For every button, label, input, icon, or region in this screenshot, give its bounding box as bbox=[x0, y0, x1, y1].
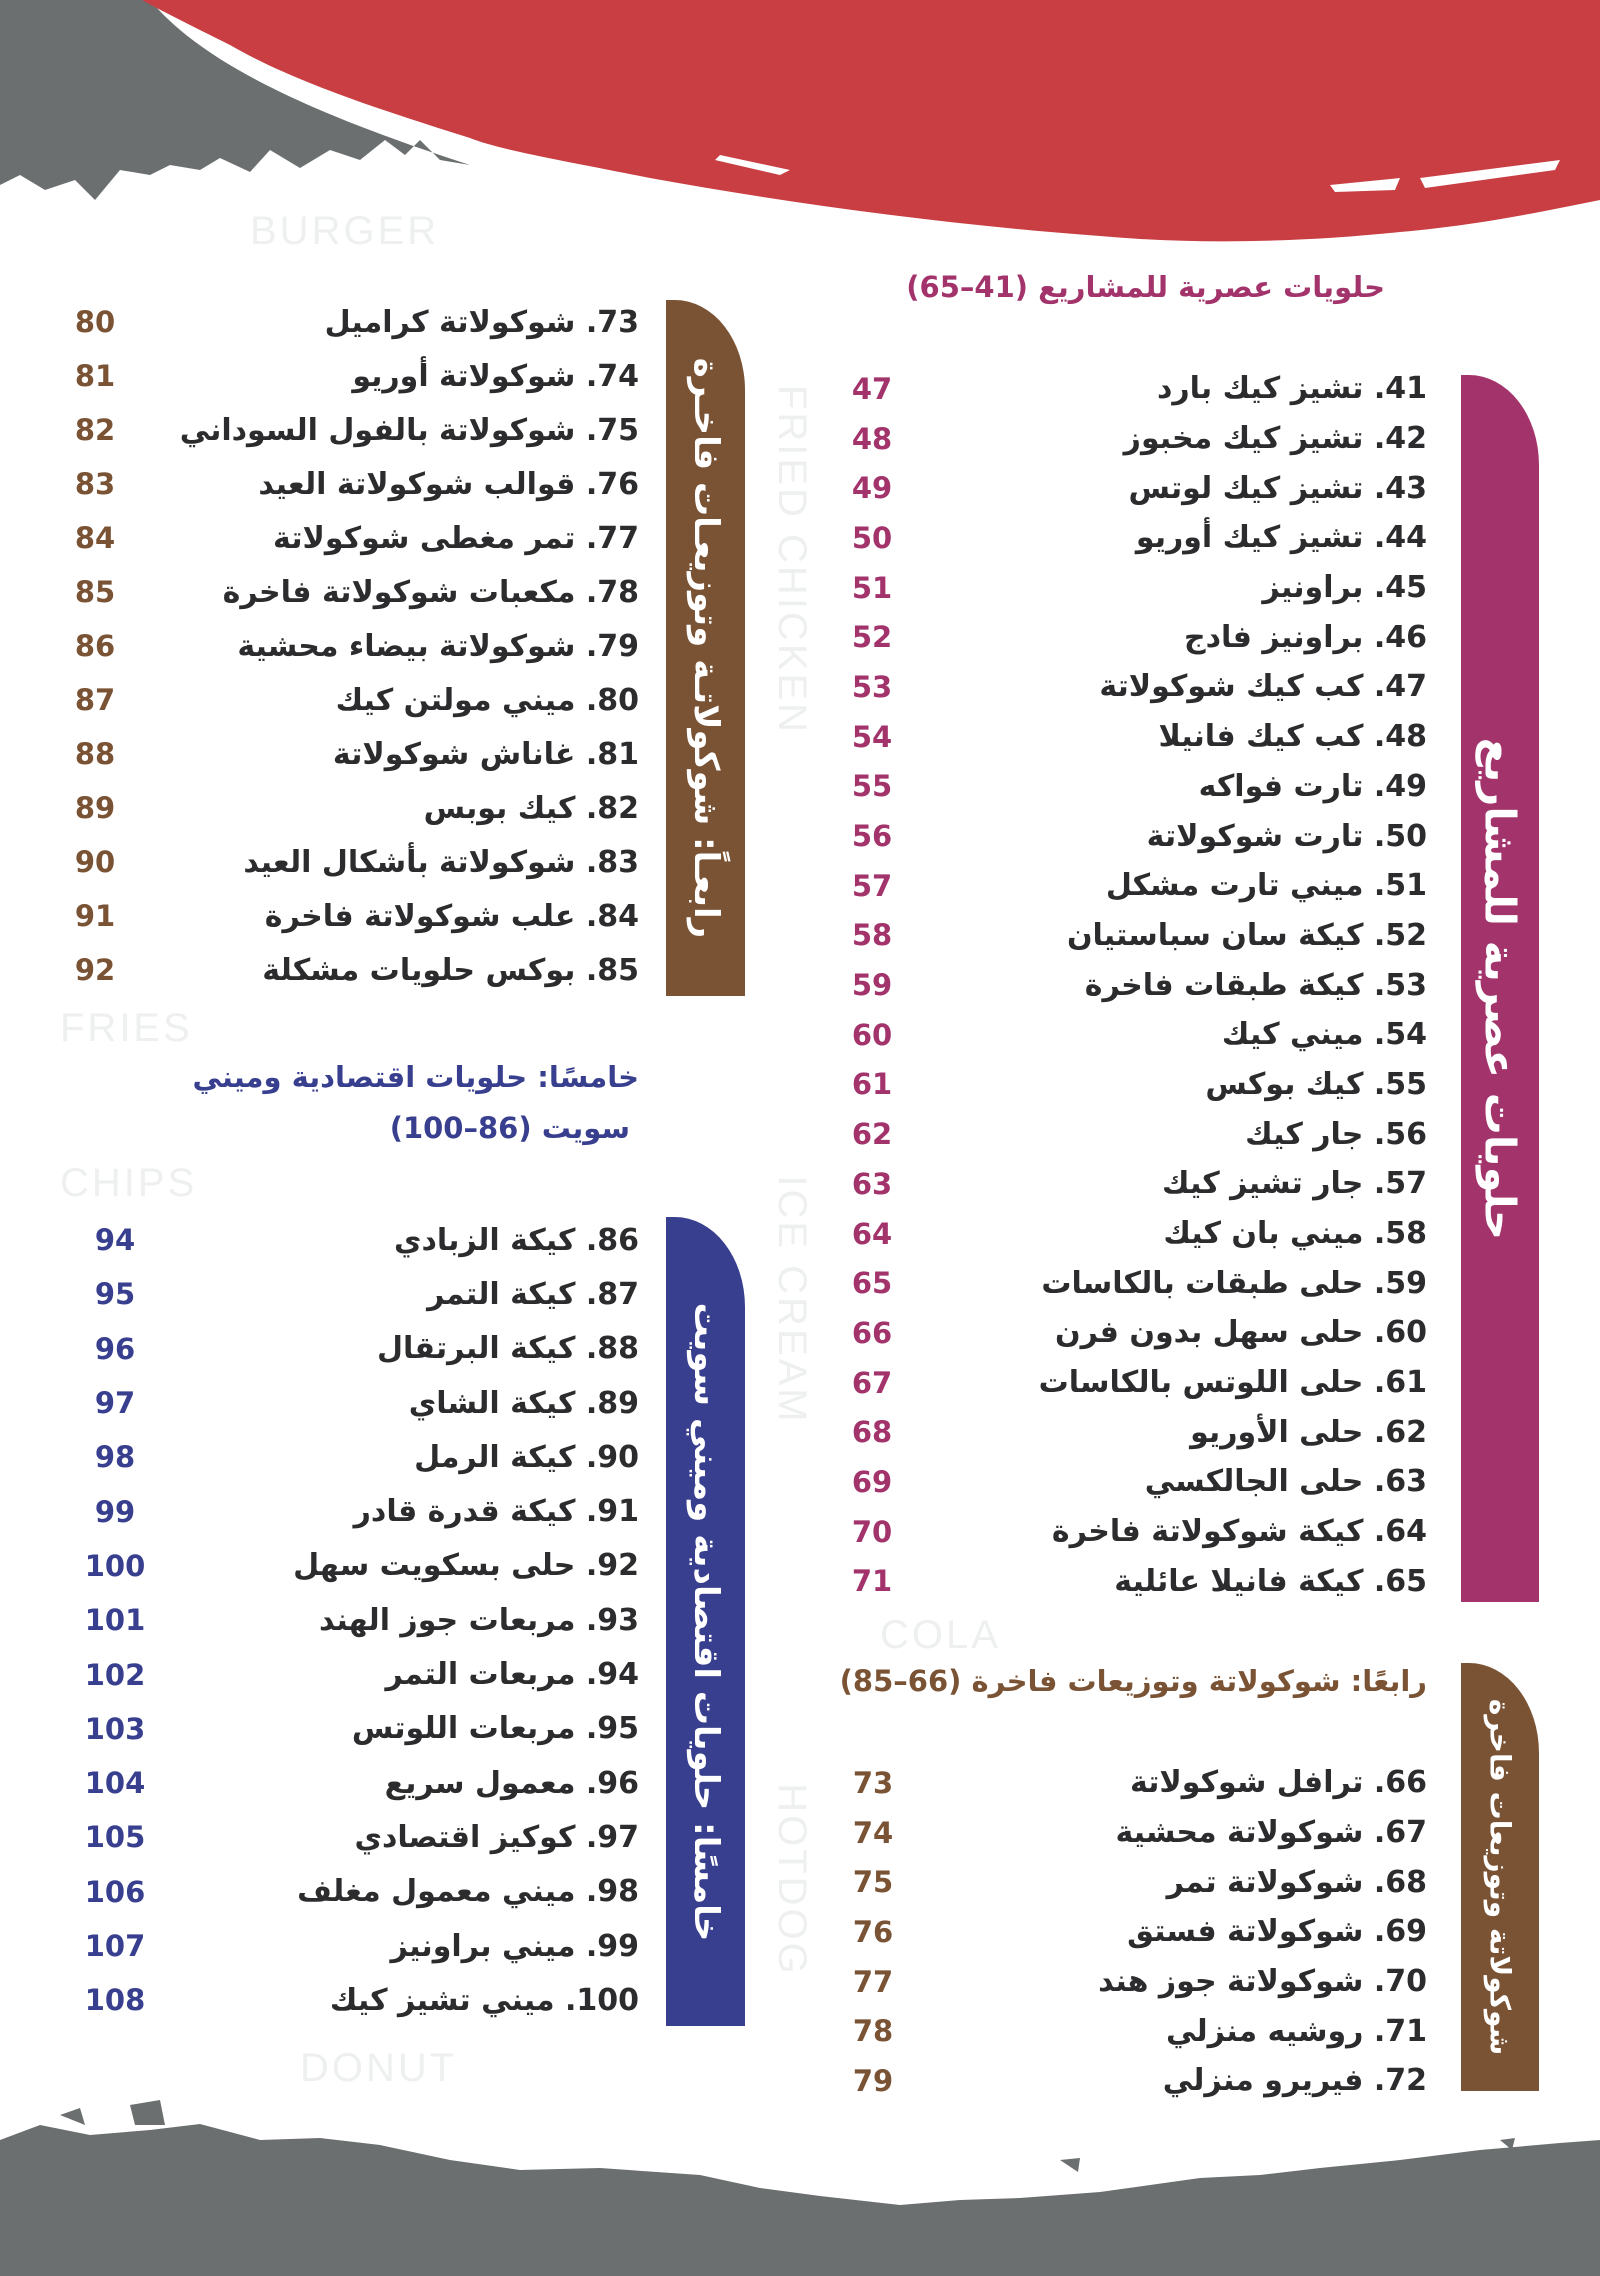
toc-entry[interactable] bbox=[80, 1756, 639, 1810]
toc-entry-page-number: 97 bbox=[94, 1386, 136, 1421]
toc-entry-title: 48. كب كيك فانيلا bbox=[1158, 719, 1427, 755]
toc-entry-title: 94. مربعات التمر bbox=[385, 1657, 639, 1693]
toc-entry-title: 59. حلى طبقات بالكاسات bbox=[1041, 1265, 1427, 1301]
toc-entry-title: 98. ميني معمول مغلف bbox=[297, 1874, 639, 1910]
toc-entry-page-number: 94 bbox=[94, 1223, 136, 1258]
toc-entry-title: 70. شوكولاتة جوز هند bbox=[1098, 1964, 1427, 2000]
toc-entry-title: 92. حلى بسكويت سهل bbox=[293, 1548, 639, 1584]
toc-entry[interactable] bbox=[80, 1430, 639, 1484]
toc-entry[interactable] bbox=[837, 1457, 1427, 1507]
toc-entry-page-number: 76 bbox=[852, 1914, 894, 1949]
watermark-donut: DONUT bbox=[300, 2046, 458, 2090]
toc-entry[interactable] bbox=[60, 457, 639, 511]
watermark-fried-chicken: FRIED CHICKEN bbox=[770, 384, 814, 736]
toc-entry-title: 86. كيكة الزبادي bbox=[394, 1222, 639, 1258]
toc-entry[interactable] bbox=[837, 463, 1427, 513]
toc-entry-title: 51. ميني تارت مشكل bbox=[1105, 868, 1427, 904]
toc-entry-page-number: 99 bbox=[94, 1494, 136, 1529]
toc-entry-title: 77. تمر مغطى شوكولاتة bbox=[273, 520, 639, 556]
toc-entry-title: 67. شوكولاتة محشية bbox=[1115, 1815, 1427, 1851]
toc-entry-page-number: 106 bbox=[84, 1874, 146, 1909]
toc-entry-page-number: 65 bbox=[851, 1266, 893, 1301]
toc-entry-title: 47. كب كيك شوكولاتة bbox=[1099, 669, 1427, 705]
side-bar-chocolate-short bbox=[1461, 1663, 1539, 2091]
toc-entry-title: 50. تارت شوكولاتة bbox=[1146, 818, 1427, 854]
toc-entry-page-number: 108 bbox=[84, 1983, 146, 2018]
toc-entry[interactable] bbox=[837, 1557, 1427, 1607]
toc-entry-title: 44. تشيز كيك أوريو bbox=[1135, 520, 1427, 556]
side-bar-label: شوكولاتة وتوزيعات فاخرة bbox=[1483, 1698, 1517, 2056]
toc-entry[interactable] bbox=[837, 1358, 1427, 1408]
toc-entry-title: 56. جار كيك bbox=[1245, 1116, 1427, 1152]
toc-list-chocolate-part2 bbox=[60, 295, 639, 997]
toc-entry-title: 43. تشيز كيك لوتس bbox=[1128, 470, 1427, 506]
watermark-ice-cream: ICE CREAM bbox=[770, 1175, 814, 1425]
toc-entry-title: 66. ترافل شوكولاتة bbox=[1129, 1765, 1427, 1801]
red-top-brush bbox=[142, 0, 1600, 241]
toc-entry-title: 91. كيكة قدرة قادر bbox=[353, 1494, 639, 1530]
toc-entry[interactable] bbox=[60, 889, 639, 943]
toc-entry-page-number: 81 bbox=[74, 359, 116, 393]
toc-entry-page-number: 85 bbox=[74, 575, 116, 609]
toc-entry-title: 80. ميني مولتن كيك bbox=[335, 682, 639, 718]
toc-entry[interactable] bbox=[837, 563, 1427, 613]
toc-entry-page-number: 69 bbox=[851, 1464, 893, 1499]
toc-entry-title: 72. فيريرو منزلي bbox=[1162, 2063, 1427, 2099]
toc-entry-title: 96. معمول سريع bbox=[384, 1765, 639, 1801]
toc-entry-title: 71. روشيه منزلي bbox=[1166, 2013, 1427, 2049]
toc-entry-title: 84. علب شوكولاتة فاخرة bbox=[264, 898, 639, 934]
toc-entry-page-number: 87 bbox=[74, 683, 116, 717]
toc-entry-title: 97. كوكيز اقتصادي bbox=[354, 1819, 639, 1855]
toc-entry-page-number: 100 bbox=[84, 1548, 146, 1583]
toc-entry-page-number: 58 bbox=[851, 918, 893, 953]
toc-entry[interactable] bbox=[838, 1808, 1427, 1858]
toc-entry[interactable] bbox=[837, 861, 1427, 911]
toc-entry-title: 99. ميني براونيز bbox=[390, 1928, 639, 1964]
section-heading-economy-line1: خامسًا: حلويات اقتصادية وميني bbox=[192, 1060, 639, 1094]
side-bar-economy-sweets bbox=[666, 1217, 745, 2026]
toc-entry-title: 53. كيكة طبقات فاخرة bbox=[1084, 967, 1427, 1003]
side-bar-label: حلويات عصرية للمشاريع bbox=[1475, 737, 1525, 1240]
side-bar-modern-sweets bbox=[1461, 375, 1539, 1602]
toc-entry[interactable] bbox=[80, 1267, 639, 1321]
toc-entry[interactable] bbox=[838, 1758, 1427, 1808]
toc-entry[interactable] bbox=[837, 1308, 1427, 1358]
toc-entry-page-number: 75 bbox=[852, 1865, 894, 1900]
toc-entry-page-number: 73 bbox=[852, 1765, 894, 1800]
toc-entry-title: 76. قوالب شوكولاتة العيد bbox=[258, 466, 639, 502]
toc-list-chocolate-part1 bbox=[838, 1758, 1427, 2106]
toc-entry-page-number: 74 bbox=[852, 1815, 894, 1850]
toc-entry-page-number: 84 bbox=[74, 521, 116, 555]
toc-entry-page-number: 98 bbox=[94, 1440, 136, 1475]
toc-entry[interactable] bbox=[60, 511, 639, 565]
toc-entry[interactable] bbox=[80, 1810, 639, 1864]
toc-entry-title: 41. تشيز كيك بارد bbox=[1156, 371, 1427, 407]
toc-entry[interactable] bbox=[838, 1957, 1427, 2007]
toc-entry-page-number: 70 bbox=[851, 1514, 893, 1549]
toc-entry[interactable] bbox=[80, 1702, 639, 1756]
toc-entry[interactable] bbox=[837, 513, 1427, 563]
toc-entry-page-number: 67 bbox=[851, 1365, 893, 1400]
toc-entry-title: 100. ميني تشيز كيك bbox=[329, 1982, 639, 2018]
toc-entry[interactable] bbox=[837, 1209, 1427, 1259]
toc-entry-page-number: 66 bbox=[851, 1315, 893, 1350]
toc-entry-page-number: 50 bbox=[851, 520, 893, 555]
toc-entry[interactable] bbox=[80, 1865, 639, 1919]
toc-entry-title: 68. شوكولاتة تمر bbox=[1166, 1864, 1427, 1900]
toc-entry[interactable] bbox=[837, 1109, 1427, 1159]
section-heading-modern-sweets: حلويات عصرية للمشاريع (41–65) bbox=[906, 270, 1385, 304]
toc-entry-title: 64. كيكة شوكولاتة فاخرة bbox=[1051, 1514, 1427, 1550]
toc-entry-page-number: 89 bbox=[74, 791, 116, 825]
toc-entry-title: 82. كيك بوبس bbox=[423, 790, 639, 826]
toc-entry[interactable] bbox=[80, 1973, 639, 2027]
toc-entry-title: 88. كيكة البرتقال bbox=[377, 1331, 639, 1367]
toc-entry-page-number: 103 bbox=[84, 1711, 146, 1746]
toc-entry[interactable] bbox=[837, 960, 1427, 1010]
toc-entry[interactable] bbox=[837, 1060, 1427, 1110]
toc-entry[interactable] bbox=[80, 1376, 639, 1430]
toc-list-economy-sweets bbox=[80, 1213, 639, 2027]
gray-bottom-brush bbox=[0, 2124, 1600, 2276]
toc-entry-title: 93. مربعات جوز الهند bbox=[319, 1602, 639, 1638]
toc-entry-page-number: 82 bbox=[74, 413, 116, 447]
toc-entry-page-number: 71 bbox=[851, 1564, 893, 1599]
toc-entry-title: 63. حلى الجالكسي bbox=[1144, 1464, 1427, 1500]
toc-list-modern-sweets bbox=[837, 364, 1427, 1606]
toc-entry-title: 95. مربعات اللوتس bbox=[351, 1711, 639, 1747]
toc-entry-page-number: 90 bbox=[74, 845, 116, 879]
toc-entry-title: 42. تشيز كيك مخبوز bbox=[1123, 421, 1427, 457]
toc-entry-title: 90. كيكة الرمل bbox=[414, 1439, 639, 1475]
toc-entry-title: 45. براونيز bbox=[1262, 570, 1427, 606]
toc-entry-page-number: 56 bbox=[851, 819, 893, 854]
toc-entry-page-number: 51 bbox=[851, 570, 893, 605]
watermark-cola: COLA bbox=[880, 1613, 1001, 1657]
toc-entry-title: 85. بوكس حلويات مشكلة bbox=[262, 952, 639, 988]
toc-entry-page-number: 64 bbox=[851, 1216, 893, 1251]
toc-entry[interactable] bbox=[60, 295, 639, 349]
toc-entry[interactable] bbox=[838, 1857, 1427, 1907]
toc-entry-page-number: 57 bbox=[851, 868, 893, 903]
toc-entry[interactable] bbox=[80, 1593, 639, 1647]
toc-entry-title: 87. كيكة التمر bbox=[427, 1276, 639, 1312]
toc-entry-page-number: 60 bbox=[851, 1017, 893, 1052]
toc-entry[interactable] bbox=[60, 943, 639, 997]
toc-entry-page-number: 86 bbox=[74, 629, 116, 663]
toc-entry-page-number: 102 bbox=[84, 1657, 146, 1692]
toc-entry-page-number: 62 bbox=[851, 1117, 893, 1152]
toc-entry[interactable] bbox=[838, 1907, 1427, 1957]
toc-entry-title: 73. شوكولاتة كراميل bbox=[324, 304, 639, 340]
toc-entry-page-number: 52 bbox=[851, 620, 893, 655]
toc-entry-page-number: 79 bbox=[852, 2063, 894, 2098]
toc-entry-page-number: 47 bbox=[851, 371, 893, 406]
toc-entry[interactable] bbox=[60, 349, 639, 403]
toc-entry[interactable] bbox=[60, 403, 639, 457]
watermark-fries: FRIES bbox=[60, 1006, 193, 1050]
side-bar-label: رابعـاً: شوكولاتـة وتوزيعـات فاخـرة bbox=[685, 357, 726, 939]
toc-entry[interactable] bbox=[80, 1647, 639, 1701]
toc-entry[interactable] bbox=[838, 2056, 1427, 2106]
toc-entry-title: 75. شوكولاتة بالفول السوداني bbox=[179, 412, 639, 448]
toc-entry[interactable] bbox=[837, 612, 1427, 662]
toc-entry-title: 65. كيكة فانيلا عائلية bbox=[1114, 1563, 1427, 1599]
toc-entry[interactable] bbox=[80, 1322, 639, 1376]
toc-entry[interactable] bbox=[837, 712, 1427, 762]
toc-entry[interactable] bbox=[60, 619, 639, 673]
toc-entry-page-number: 49 bbox=[851, 471, 893, 506]
toc-entry-title: 81. غاناش شوكولاتة bbox=[332, 736, 639, 772]
toc-entry-page-number: 77 bbox=[852, 1964, 894, 1999]
toc-entry-page-number: 104 bbox=[84, 1766, 146, 1801]
toc-entry-title: 89. كيكة الشاي bbox=[408, 1385, 639, 1421]
toc-entry-page-number: 80 bbox=[74, 305, 116, 339]
toc-entry[interactable] bbox=[60, 673, 639, 727]
toc-entry[interactable] bbox=[837, 1258, 1427, 1308]
toc-entry-page-number: 78 bbox=[852, 2014, 894, 2049]
toc-entry[interactable] bbox=[80, 1919, 639, 1973]
toc-entry-title: 78. مكعبات شوكولاتة فاخرة bbox=[222, 574, 639, 610]
toc-entry[interactable] bbox=[60, 727, 639, 781]
toc-entry-title: 60. حلى سهل بدون فرن bbox=[1055, 1315, 1427, 1351]
toc-entry[interactable] bbox=[837, 662, 1427, 712]
side-bar-chocolate bbox=[666, 300, 745, 996]
toc-entry[interactable] bbox=[837, 364, 1427, 414]
toc-entry-page-number: 96 bbox=[94, 1331, 136, 1366]
toc-entry[interactable] bbox=[60, 565, 639, 619]
toc-entry-title: 58. ميني بان كيك bbox=[1163, 1216, 1427, 1252]
toc-entry-page-number: 83 bbox=[74, 467, 116, 501]
toc-entry[interactable] bbox=[80, 1213, 639, 1267]
toc-entry[interactable] bbox=[838, 2006, 1427, 2056]
toc-entry[interactable] bbox=[837, 1407, 1427, 1457]
toc-entry-page-number: 53 bbox=[851, 669, 893, 704]
toc-entry[interactable] bbox=[80, 1484, 639, 1538]
toc-entry-page-number: 54 bbox=[851, 719, 893, 754]
watermark-burger: BURGER bbox=[250, 209, 440, 253]
section-heading-chocolate: رابعًا: شوكولاتة وتوزيعات فاخرة (66–85) bbox=[839, 1664, 1427, 1698]
toc-entry-title: 57. جار تشيز كيك bbox=[1162, 1166, 1427, 1202]
toc-entry-page-number: 107 bbox=[84, 1929, 146, 1963]
toc-entry-title: 46. براونيز فادج bbox=[1184, 619, 1427, 655]
toc-entry-title: 62. حلى الأوريو bbox=[1190, 1414, 1427, 1450]
toc-entry[interactable] bbox=[837, 414, 1427, 464]
side-bar-label: خامسًا: حلويات اقتصادية وميني سويت bbox=[685, 1302, 726, 1941]
toc-entry-page-number: 92 bbox=[74, 953, 116, 987]
toc-entry-title: 74. شوكولاتة أوريو bbox=[352, 358, 639, 394]
toc-entry[interactable] bbox=[837, 1010, 1427, 1060]
toc-entry-page-number: 63 bbox=[851, 1166, 893, 1201]
watermark-chips: CHIPS bbox=[60, 1161, 198, 1205]
toc-entry-title: 49. تارت فواكه bbox=[1198, 768, 1427, 804]
toc-entry[interactable] bbox=[837, 911, 1427, 961]
toc-entry-title: 69. شوكولاتة فستق bbox=[1127, 1914, 1427, 1950]
toc-entry-title: 55. كيك بوكس bbox=[1205, 1066, 1427, 1102]
toc-entry[interactable] bbox=[837, 811, 1427, 861]
toc-entry-title: 61. حلى اللوتس بالكاسات bbox=[1038, 1365, 1427, 1401]
toc-entry-page-number: 68 bbox=[851, 1415, 893, 1450]
toc-entry[interactable] bbox=[80, 1539, 639, 1593]
toc-entry-title: 83. شوكولاتة بأشكال العيد bbox=[243, 844, 639, 880]
toc-entry-title: 52. كيكة سان سباستيان bbox=[1066, 917, 1427, 953]
toc-entry-title: 54. ميني كيك bbox=[1221, 1017, 1427, 1053]
toc-entry[interactable] bbox=[60, 835, 639, 889]
toc-entry-page-number: 55 bbox=[851, 769, 893, 804]
toc-entry-page-number: 88 bbox=[74, 737, 116, 771]
toc-entry-page-number: 105 bbox=[84, 1820, 146, 1855]
toc-entry-page-number: 95 bbox=[94, 1277, 136, 1312]
toc-entry-page-number: 91 bbox=[74, 899, 116, 933]
watermark-hotdog: HOTDOG bbox=[770, 1783, 814, 1977]
section-heading-economy-line2: سويت (86–100) bbox=[389, 1111, 630, 1145]
toc-entry[interactable] bbox=[837, 762, 1427, 812]
toc-entry-page-number: 59 bbox=[851, 968, 893, 1003]
toc-entry[interactable] bbox=[837, 1507, 1427, 1557]
toc-entry[interactable] bbox=[60, 781, 639, 835]
toc-entry-page-number: 61 bbox=[851, 1067, 893, 1102]
toc-entry-page-number: 101 bbox=[84, 1603, 146, 1638]
toc-entry-title: 79. شوكولاتة بيضاء محشية bbox=[237, 628, 639, 664]
toc-entry-page-number: 48 bbox=[851, 421, 893, 456]
toc-entry[interactable] bbox=[837, 1159, 1427, 1209]
